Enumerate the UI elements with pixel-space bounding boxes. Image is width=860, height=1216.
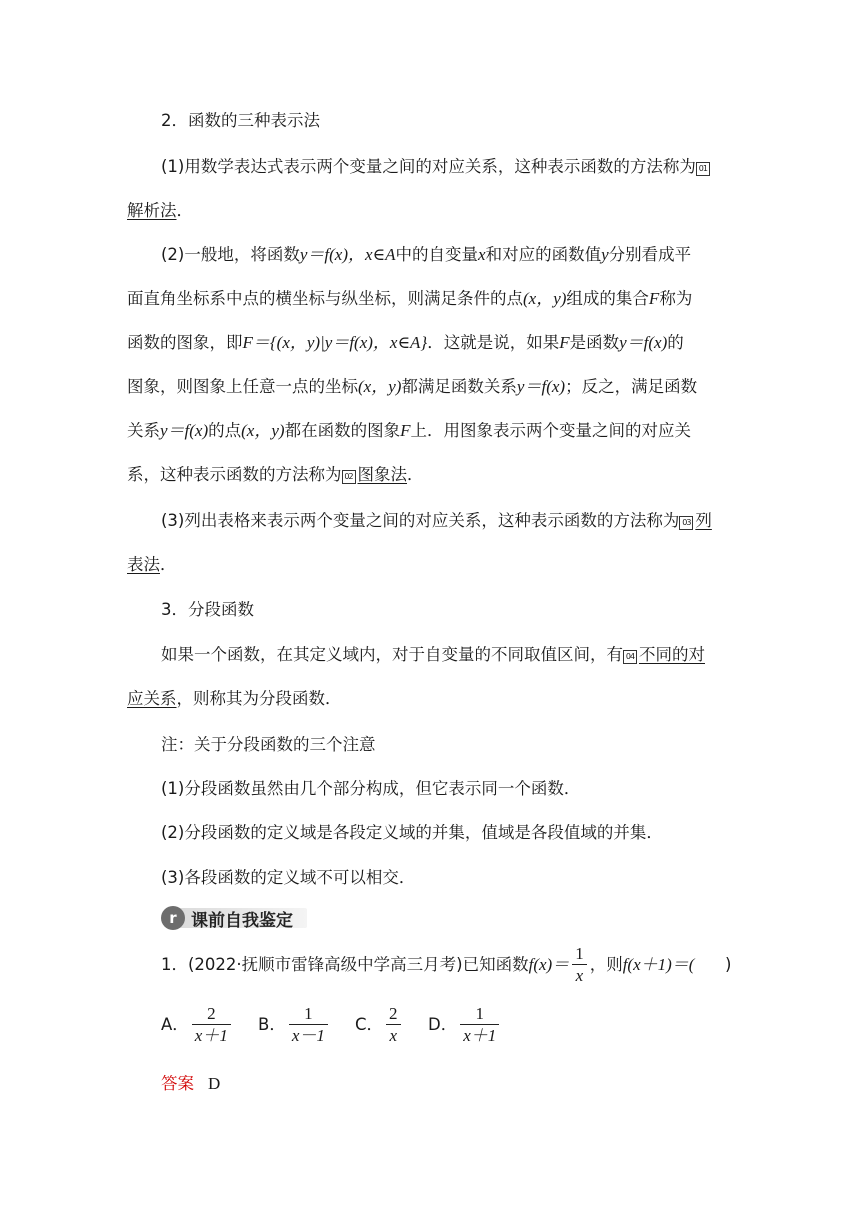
fraction [192, 1004, 231, 1047]
paragraph-line [127, 553, 177, 577]
text: 函数的图象，即 [127, 333, 243, 352]
text: 都满足函数关系 [401, 377, 517, 396]
math: F [400, 421, 411, 440]
note-item: (2)分段函数的定义域是各段定义域的并集，值域是各段值域的并集． [161, 823, 663, 842]
fraction-denominator: x [572, 964, 587, 987]
fraction [289, 1004, 328, 1047]
answer-line [161, 1072, 220, 1096]
text: 的点 [208, 421, 242, 440]
option-b [258, 1002, 331, 1048]
fraction [460, 1004, 499, 1047]
punctuation: ． [176, 201, 193, 220]
banner-title: 课前自我鉴定 [191, 910, 293, 931]
answer-text: 不同的对 [639, 645, 705, 664]
option-label: B． [258, 1015, 286, 1034]
section-heading: 2．函数的三种表示法 [161, 111, 320, 130]
text: 系，这种表示函数的方法称为 [127, 465, 342, 484]
fraction [572, 944, 587, 987]
math: F [648, 289, 660, 308]
text: 图象，则图象上任意一点的坐标 [127, 377, 358, 396]
fraction-numerator: 2 [389, 1004, 398, 1023]
text: 1．(2022·抚顺市雷锋高级中学高三月考)已知函数 [161, 955, 529, 974]
text: 的 [667, 333, 684, 352]
fraction-numerator: 1 [304, 1004, 313, 1023]
math: f(x)＝ [528, 955, 570, 974]
text: ，则 [589, 955, 623, 974]
answer-text: 列 [695, 511, 712, 530]
answer-marker: 01 [696, 162, 710, 176]
text: (2)一般地，将函数 [161, 245, 300, 264]
question-stem [161, 942, 694, 988]
paragraph-text: (1)用数学表达式表示两个变量之间的对应关系，这种表示函数的方法称为 [161, 157, 696, 176]
fraction [386, 1004, 401, 1047]
answer-label: 答案 [161, 1074, 194, 1093]
math: y＝f(x) [160, 421, 209, 440]
answer-text: 表法 [127, 555, 160, 574]
note-item: (3)各段函数的定义域不可以相交． [161, 868, 416, 887]
math: F＝{(x，y)|y＝f(x)，x∈A} [242, 333, 428, 352]
text: (3)列出表格来表示两个变量之间的对应关系，这种表示函数的方法称为 [161, 511, 680, 530]
self-check-banner [161, 904, 293, 932]
option-label: C． [355, 1015, 384, 1034]
fraction-denominator: x [386, 1024, 401, 1047]
math: F [559, 333, 570, 352]
fraction-numerator: 2 [207, 1004, 216, 1023]
text: 面直角坐标系中点的横坐标与纵坐标，则满足条件的点 [127, 289, 523, 308]
text: ；反之，满足函数 [565, 377, 698, 396]
answer-text: 图象法 [357, 465, 407, 484]
math: (x，y) [358, 377, 402, 396]
paragraph-line [127, 331, 684, 355]
text: 如果一个函数，在其定义域内，对于自变量的不同取值区间，有 [161, 645, 623, 664]
fraction-numerator: 1 [575, 944, 584, 963]
punctuation: ． [160, 555, 177, 574]
text: 上．用图象表示两个变量之间的对应关 [410, 421, 691, 440]
fraction-denominator: x＋1 [460, 1024, 499, 1047]
answer-marker: 04 [623, 650, 637, 664]
math: f(x＋1)＝( [622, 955, 695, 974]
fraction-denominator: x－1 [289, 1024, 328, 1047]
paragraph-line [127, 419, 691, 443]
math: y＝f(x) [619, 333, 668, 352]
paragraph-line [127, 463, 424, 487]
question-paren-close: ) [725, 955, 732, 974]
answer-value: D [208, 1074, 221, 1093]
math: (x，y) [523, 289, 567, 308]
note-item: (1)分段函数虽然由几个部分构成，但它表示同一个函数． [161, 779, 581, 798]
answer-marker: 02 [342, 470, 356, 484]
text: 关系 [127, 421, 160, 440]
text: ，则称其为分段函数． [176, 689, 342, 708]
paragraph-line [161, 155, 712, 179]
note-title: 注：关于分段函数的三个注意 [161, 735, 376, 754]
answer-text: 解析法 [127, 201, 177, 220]
paragraph-line [161, 243, 691, 267]
math: y [601, 245, 609, 264]
text: 称为 [659, 289, 693, 308]
answer-text: 应关系 [127, 689, 177, 708]
text: ．这就是说，如果 [427, 333, 560, 352]
math: y＝f(x) [516, 377, 566, 396]
paragraph-line [127, 687, 342, 711]
paragraph-line [161, 643, 705, 667]
text: 分别看成平 [608, 245, 692, 264]
paragraph-line [127, 199, 193, 223]
option-a [161, 1002, 234, 1048]
banner-badge-icon: r [161, 906, 185, 930]
math: y＝f(x)，x∈A [299, 245, 396, 264]
math: (x，y) [241, 421, 285, 440]
text: 和对应的函数值 [485, 245, 602, 264]
fraction-denominator: x＋1 [192, 1024, 231, 1047]
fraction-numerator: 1 [475, 1004, 484, 1023]
option-label: D． [428, 1015, 458, 1034]
paragraph-line [127, 287, 692, 311]
option-d [428, 1002, 502, 1048]
answer-marker: 03 [679, 516, 693, 530]
text: 组成的集合 [566, 289, 649, 308]
option-c [355, 1002, 404, 1048]
text: 中的自变量 [395, 245, 479, 264]
section-heading: 3．分段函数 [161, 600, 254, 619]
punctuation: ． [407, 465, 424, 484]
text: 是函数 [569, 333, 620, 352]
text: 都在函数的图象 [284, 421, 401, 440]
paragraph-line [127, 375, 697, 399]
paragraph-line [161, 509, 712, 533]
option-label: A． [161, 1015, 189, 1034]
math: x [478, 245, 486, 264]
